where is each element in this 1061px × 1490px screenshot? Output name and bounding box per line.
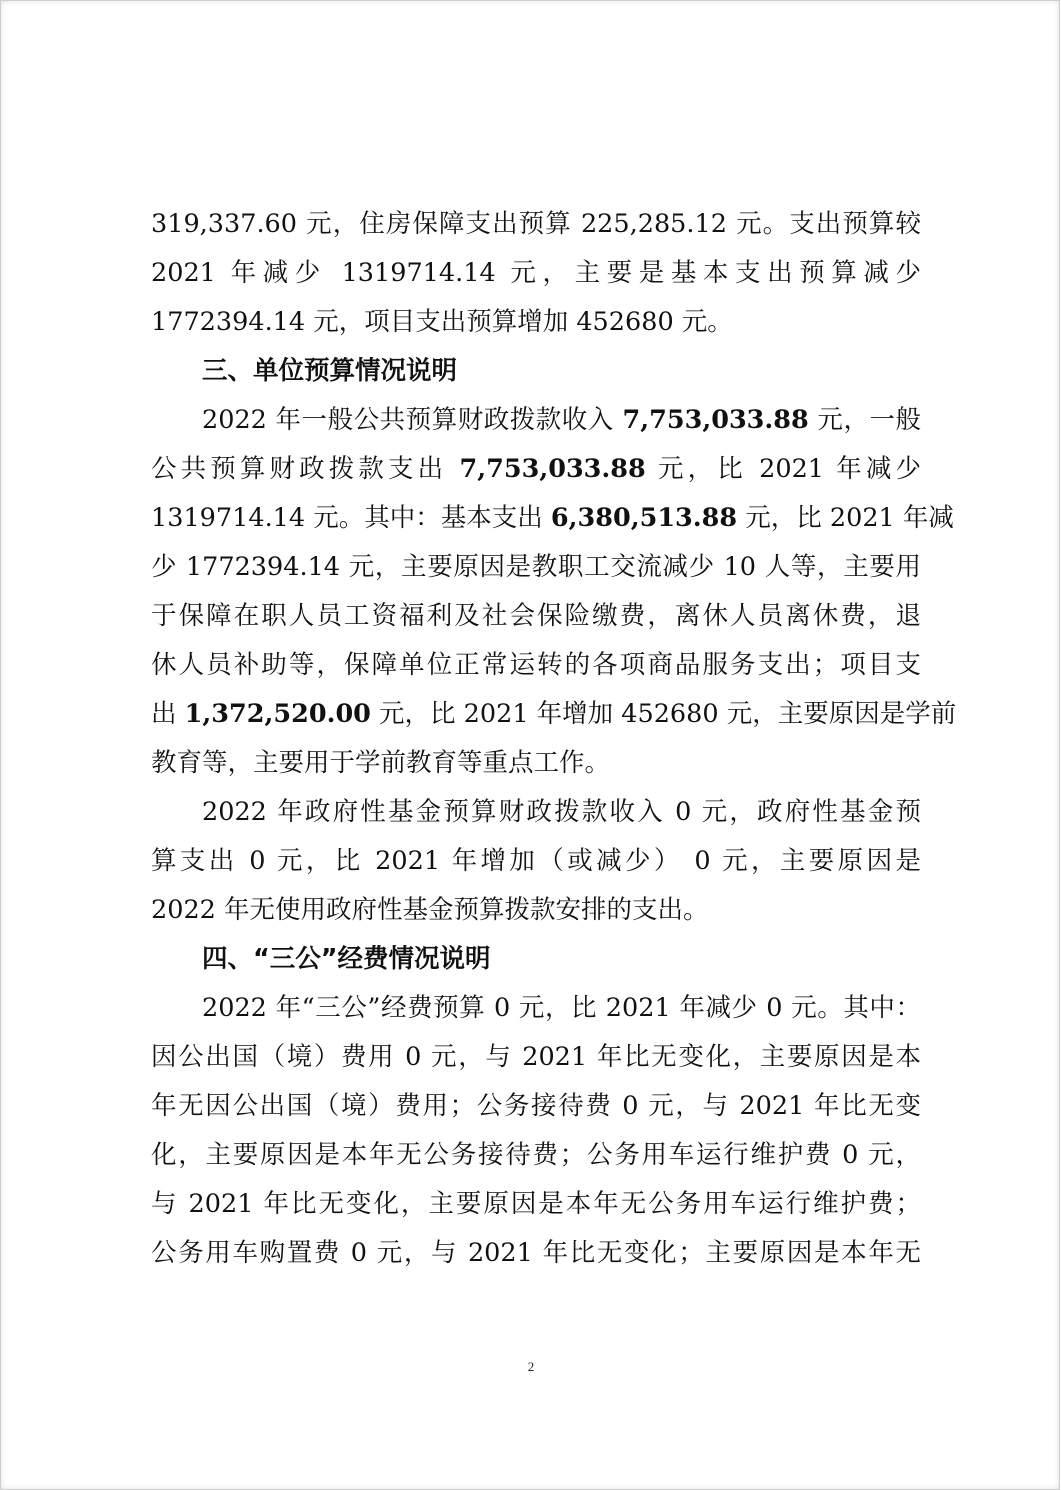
text-segment: 元，比 2021 年减少 — [645, 454, 921, 484]
text-line: 于保障在职人员工资福利及社会保险缴费，离休人员离休费，退 — [151, 601, 921, 631]
text-line: 化，主要原因是本年无公务接待费；公务用车运行维护费 0 元， — [151, 1140, 921, 1170]
text-line: 2022 年“三公”经费预算 0 元，比 2021 年减少 0 元。其中： — [202, 993, 921, 1023]
text-segment: 公共预算财政拨款支出 — [151, 454, 460, 484]
text-line: 年无因公出国（境）费用；公务接待费 0 元，与 2021 年比无变 — [151, 1091, 921, 1121]
text-line — [151, 396, 921, 445]
section-heading: 四、“三公”经费情况说明 — [202, 944, 491, 974]
text-line: 因公出国（境）费用 0 元，与 2021 年比无变化，主要原因是本 — [151, 1042, 921, 1072]
text-segment: 元，比 2021 年增加 452680 元，主要原因是学前 — [370, 699, 957, 729]
text-segment: 元，一般 — [808, 405, 921, 435]
text-line: 少 1772394.14 元，主要原因是教职工交流减少 10 人等，主要用 — [151, 552, 921, 582]
page-number: 2 — [527, 1359, 535, 1374]
bold-amount: 7,753,033.88 — [622, 405, 809, 435]
text-line: 1772394.14 元，项目支出预算增加 452680 元。 — [151, 307, 733, 337]
text-line: 2022 年无使用政府性基金预算拨款安排的支出。 — [151, 895, 709, 925]
text-line — [151, 690, 957, 739]
bold-amount: 7,753,033.88 — [459, 454, 646, 484]
text-line: 与 2021 年比无变化，主要原因是本年无公务用车运行维护费； — [151, 1189, 921, 1219]
text-segment: 出 — [151, 699, 185, 729]
bold-amount: 1,372,520.00 — [184, 699, 371, 729]
section-heading: 三、单位预算情况说明 — [202, 356, 458, 386]
text-line: 休人员补助等，保障单位正常运转的各项商品服务支出；项目支 — [151, 650, 921, 680]
text-line: 教育等，主要用于学前教育等重点工作。 — [151, 748, 611, 778]
text-line — [151, 445, 921, 494]
text-line — [151, 494, 954, 543]
text-segment: 元，比 2021 年减 — [737, 503, 954, 533]
text-line: 319,337.60 元，住房保障支出预算 225,285.12 元。支出预算较 — [151, 209, 921, 239]
document-body — [151, 200, 957, 1278]
text-segment: 1319714.14 元。其中：基本支出 — [151, 503, 551, 533]
text-line: 算支出 0 元，比 2021 年增加（或减少） 0 元，主要原因是 — [151, 846, 921, 876]
bold-amount: 6,380,513.88 — [550, 503, 738, 533]
text-segment: 2022 年一般公共预算财政拨款收入 — [202, 405, 623, 435]
text-line: 2022 年政府性基金预算财政拨款收入 0 元，政府性基金预 — [202, 797, 921, 827]
text-line: 公务用车购置费 0 元，与 2021 年比无变化；主要原因是本年无 — [151, 1238, 921, 1268]
text-line: 2021 年减少 1319714.14 元，主要是基本支出预算减少 — [151, 258, 921, 288]
